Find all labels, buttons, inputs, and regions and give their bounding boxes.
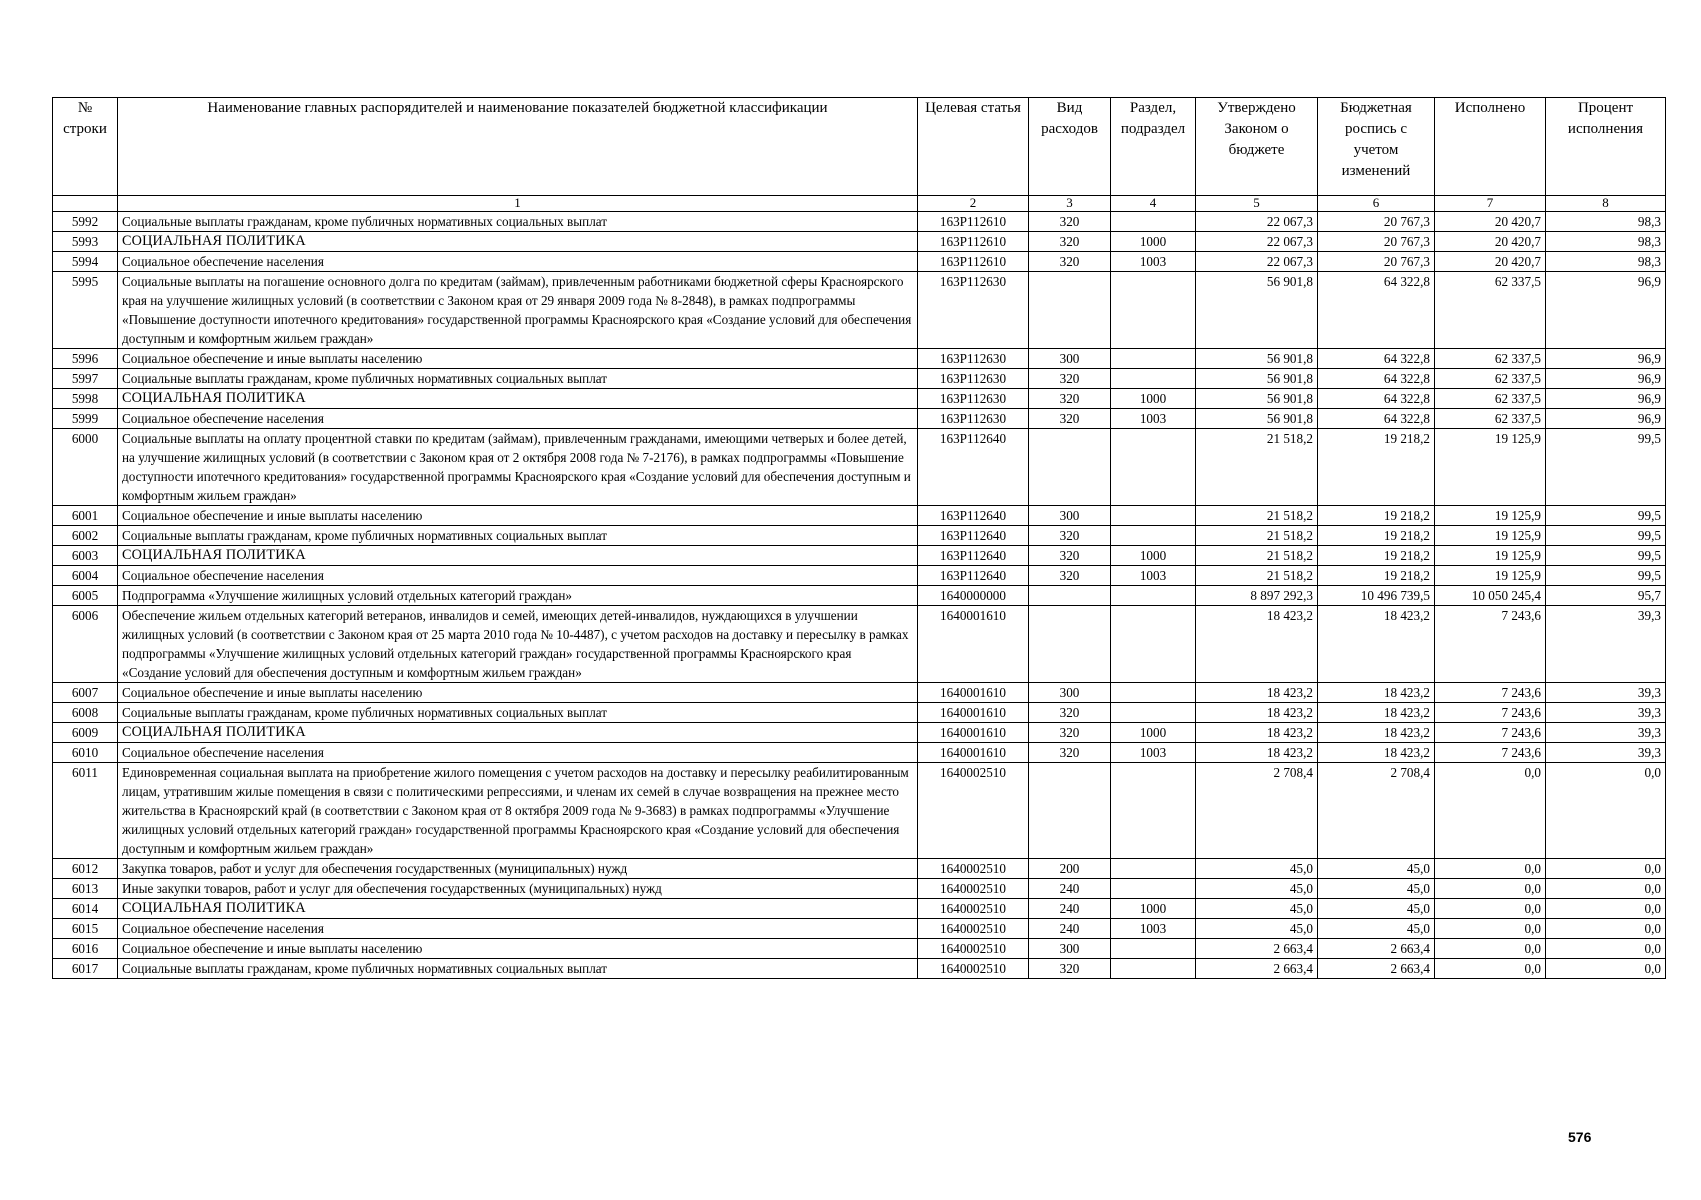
- approved-amount-cell: 45,0: [1196, 899, 1318, 919]
- header-schedule: Бюджетная роспись с учетом изменений: [1318, 98, 1435, 196]
- budget-schedule-cell: 2 663,4: [1318, 959, 1435, 979]
- percent-cell: 39,3: [1546, 683, 1666, 703]
- percent-cell: 0,0: [1546, 859, 1666, 879]
- executed-amount-cell: 0,0: [1435, 763, 1546, 859]
- expense-kind-cell: 320: [1029, 232, 1111, 252]
- column-number: 4: [1111, 196, 1196, 212]
- executed-amount-cell: 62 337,5: [1435, 409, 1546, 429]
- column-number: 3: [1029, 196, 1111, 212]
- row-number-cell: 6000: [53, 429, 118, 506]
- budget-schedule-cell: 2 708,4: [1318, 763, 1435, 859]
- budget-schedule-cell: 19 218,2: [1318, 526, 1435, 546]
- executed-amount-cell: 19 125,9: [1435, 566, 1546, 586]
- row-number-cell: 5994: [53, 252, 118, 272]
- approved-amount-cell: 18 423,2: [1196, 606, 1318, 683]
- approved-amount-cell: 8 897 292,3: [1196, 586, 1318, 606]
- column-number: 8: [1546, 196, 1666, 212]
- approved-amount-cell: 56 901,8: [1196, 389, 1318, 409]
- percent-cell: 98,3: [1546, 252, 1666, 272]
- budget-schedule-cell: 45,0: [1318, 899, 1435, 919]
- row-number-cell: 6014: [53, 899, 118, 919]
- target-article-cell: 163P112630: [918, 349, 1029, 369]
- executed-amount-cell: 20 420,7: [1435, 252, 1546, 272]
- row-name-cell: Социальные выплаты гражданам, кроме публичных нормативных социальных выплат: [118, 369, 918, 389]
- target-article-cell: 163P112640: [918, 526, 1029, 546]
- expense-kind-cell: 200: [1029, 859, 1111, 879]
- table-row: [53, 506, 1666, 526]
- table-row: [53, 586, 1666, 606]
- row-name-cell: Социальные выплаты на погашение основного долга по кредитам (займам), привлеченным работниками бюджетной сферы Красноярского края на улучшение жилищных условий (в соответствии с Законом края от 29 января 2009 года № 8-2848), в рамках подпрограммы «Повышение доступности ипотечного кредитования» государственной программы Красноярского края «Создание условий для обеспечения доступным и комфортным жильем граждан»: [118, 272, 918, 349]
- row-name-cell: Социальные выплаты гражданам, кроме публичных нормативных социальных выплат: [118, 212, 918, 232]
- expense-kind-cell: 320: [1029, 409, 1111, 429]
- row-number-cell: 5996: [53, 349, 118, 369]
- row-number-cell: 6011: [53, 763, 118, 859]
- expense-kind-cell: 320: [1029, 743, 1111, 763]
- executed-amount-cell: 62 337,5: [1435, 389, 1546, 409]
- table-row: [53, 429, 1666, 506]
- budget-schedule-cell: 2 663,4: [1318, 939, 1435, 959]
- table-row: [53, 272, 1666, 349]
- section-cell: 1000: [1111, 232, 1196, 252]
- executed-amount-cell: 62 337,5: [1435, 369, 1546, 389]
- table-row: [53, 409, 1666, 429]
- row-name-cell: Социальные выплаты гражданам, кроме публичных нормативных социальных выплат: [118, 959, 918, 979]
- approved-amount-cell: 56 901,8: [1196, 409, 1318, 429]
- target-article-cell: 1640002510: [918, 939, 1029, 959]
- row-name-cell: Социальное обеспечение и иные выплаты населению: [118, 939, 918, 959]
- budget-schedule-cell: 45,0: [1318, 859, 1435, 879]
- executed-amount-cell: 19 125,9: [1435, 526, 1546, 546]
- approved-amount-cell: 22 067,3: [1196, 212, 1318, 232]
- executed-amount-cell: 10 050 245,4: [1435, 586, 1546, 606]
- section-cell: [1111, 606, 1196, 683]
- table-row: [53, 232, 1666, 252]
- section-cell: [1111, 349, 1196, 369]
- target-article-cell: 163P112640: [918, 546, 1029, 566]
- table-row: [53, 859, 1666, 879]
- expense-kind-cell: 320: [1029, 959, 1111, 979]
- executed-amount-cell: 0,0: [1435, 939, 1546, 959]
- approved-amount-cell: 18 423,2: [1196, 703, 1318, 723]
- row-number-cell: 6007: [53, 683, 118, 703]
- percent-cell: 0,0: [1546, 879, 1666, 899]
- table-row: [53, 369, 1666, 389]
- row-number-cell: 6016: [53, 939, 118, 959]
- approved-amount-cell: 45,0: [1196, 859, 1318, 879]
- percent-cell: 0,0: [1546, 763, 1666, 859]
- section-cell: [1111, 959, 1196, 979]
- table-row: [53, 212, 1666, 232]
- row-number-cell: 6010: [53, 743, 118, 763]
- percent-cell: 99,5: [1546, 566, 1666, 586]
- percent-cell: 0,0: [1546, 959, 1666, 979]
- row-number-cell: 6002: [53, 526, 118, 546]
- percent-cell: 96,9: [1546, 369, 1666, 389]
- row-name-cell: Социальные выплаты на оплату процентной ставки по кредитам (займам), привлеченным гражданами, имеющими четверых и более детей, на улучшение жилищных условий (в соответствии с Законом края от 2 октября 2008 года № 7-2176), в рамках подпрограммы «Повышение доступности ипотечного кредитования» государственной программы Красноярского края «Создание условий для обеспечения доступным и комфортным жильем граждан»: [118, 429, 918, 506]
- row-name-cell: СОЦИАЛЬНАЯ ПОЛИТИКА: [118, 546, 918, 566]
- target-article-cell: 163P112630: [918, 272, 1029, 349]
- budget-schedule-cell: 18 423,2: [1318, 723, 1435, 743]
- page-number: 576: [1568, 1129, 1592, 1145]
- budget-schedule-cell: 18 423,2: [1318, 743, 1435, 763]
- executed-amount-cell: 0,0: [1435, 859, 1546, 879]
- approved-amount-cell: 56 901,8: [1196, 272, 1318, 349]
- section-cell: [1111, 506, 1196, 526]
- expense-kind-cell: 320: [1029, 369, 1111, 389]
- percent-cell: 99,5: [1546, 526, 1666, 546]
- budget-schedule-cell: 18 423,2: [1318, 703, 1435, 723]
- header-section: Раздел, подраздел: [1111, 98, 1196, 196]
- executed-amount-cell: 7 243,6: [1435, 606, 1546, 683]
- row-name-cell: Закупка товаров, работ и услуг для обеспечения государственных (муниципальных) нужд: [118, 859, 918, 879]
- section-cell: [1111, 526, 1196, 546]
- percent-cell: 39,3: [1546, 606, 1666, 683]
- executed-amount-cell: 7 243,6: [1435, 743, 1546, 763]
- table-row: [53, 703, 1666, 723]
- budget-sheet: [52, 97, 1665, 979]
- table-row: [53, 959, 1666, 979]
- executed-amount-cell: 7 243,6: [1435, 703, 1546, 723]
- header-executed: Исполнено: [1435, 98, 1546, 196]
- expense-kind-cell: [1029, 763, 1111, 859]
- executed-amount-cell: 19 125,9: [1435, 546, 1546, 566]
- target-article-cell: 1640002510: [918, 879, 1029, 899]
- approved-amount-cell: 2 708,4: [1196, 763, 1318, 859]
- row-number-cell: 6009: [53, 723, 118, 743]
- approved-amount-cell: 18 423,2: [1196, 683, 1318, 703]
- budget-schedule-cell: 45,0: [1318, 879, 1435, 899]
- executed-amount-cell: 0,0: [1435, 899, 1546, 919]
- approved-amount-cell: 22 067,3: [1196, 232, 1318, 252]
- table-row: [53, 252, 1666, 272]
- target-article-cell: 1640001610: [918, 743, 1029, 763]
- row-number-cell: 5992: [53, 212, 118, 232]
- percent-cell: 96,9: [1546, 272, 1666, 349]
- target-article-cell: 1640002510: [918, 859, 1029, 879]
- expense-kind-cell: 320: [1029, 389, 1111, 409]
- executed-amount-cell: 19 125,9: [1435, 506, 1546, 526]
- row-name-cell: Социальное обеспечение населения: [118, 252, 918, 272]
- row-name-cell: Социальное обеспечение и иные выплаты населению: [118, 349, 918, 369]
- section-cell: [1111, 212, 1196, 232]
- row-number-cell: 5998: [53, 389, 118, 409]
- table-row: [53, 723, 1666, 743]
- executed-amount-cell: 7 243,6: [1435, 683, 1546, 703]
- row-number-cell: 6005: [53, 586, 118, 606]
- budget-table: [52, 97, 1666, 979]
- table-row: [53, 763, 1666, 859]
- percent-cell: 98,3: [1546, 212, 1666, 232]
- row-name-cell: Социальное обеспечение населения: [118, 566, 918, 586]
- row-number-cell: 6008: [53, 703, 118, 723]
- table-row: [53, 389, 1666, 409]
- header-name: Наименование главных распорядителей и наименование показателей бюджетной классификации: [118, 98, 918, 196]
- expense-kind-cell: [1029, 272, 1111, 349]
- table-row: [53, 939, 1666, 959]
- percent-cell: 99,5: [1546, 429, 1666, 506]
- target-article-cell: 1640002510: [918, 919, 1029, 939]
- budget-schedule-cell: 19 218,2: [1318, 546, 1435, 566]
- table-row: [53, 546, 1666, 566]
- section-cell: [1111, 586, 1196, 606]
- expense-kind-cell: 240: [1029, 919, 1111, 939]
- budget-schedule-cell: 20 767,3: [1318, 232, 1435, 252]
- target-article-cell: 1640001610: [918, 606, 1029, 683]
- table-row: [53, 919, 1666, 939]
- section-cell: 1000: [1111, 723, 1196, 743]
- row-name-cell: Подпрограмма «Улучшение жилищных условий отдельных категорий граждан»: [118, 586, 918, 606]
- column-number-row: [53, 196, 1666, 212]
- approved-amount-cell: 21 518,2: [1196, 506, 1318, 526]
- approved-amount-cell: 21 518,2: [1196, 546, 1318, 566]
- budget-schedule-cell: 20 767,3: [1318, 212, 1435, 232]
- header-row: [53, 98, 1666, 196]
- expense-kind-cell: [1029, 586, 1111, 606]
- budget-schedule-cell: 64 322,8: [1318, 272, 1435, 349]
- section-cell: 1003: [1111, 566, 1196, 586]
- row-number-cell: 6017: [53, 959, 118, 979]
- section-cell: 1000: [1111, 389, 1196, 409]
- percent-cell: 0,0: [1546, 919, 1666, 939]
- target-article-cell: 1640001610: [918, 683, 1029, 703]
- row-name-cell: Социальное обеспечение населения: [118, 409, 918, 429]
- percent-cell: 98,3: [1546, 232, 1666, 252]
- column-number: 1: [118, 196, 918, 212]
- section-cell: 1000: [1111, 899, 1196, 919]
- percent-cell: 39,3: [1546, 743, 1666, 763]
- budget-schedule-cell: 64 322,8: [1318, 369, 1435, 389]
- approved-amount-cell: 22 067,3: [1196, 252, 1318, 272]
- expense-kind-cell: 320: [1029, 566, 1111, 586]
- section-cell: [1111, 272, 1196, 349]
- column-number: 7: [1435, 196, 1546, 212]
- expense-kind-cell: 300: [1029, 349, 1111, 369]
- section-cell: 1003: [1111, 919, 1196, 939]
- row-name-cell: Обеспечение жильем отдельных категорий ветеранов, инвалидов и семей, имеющих детей-инвалидов, нуждающихся в улучшении жилищных условий (в соответствии с Законом края от 25 марта 2010 года № 10-4487), с учетом расходов на доставку и пересылку в рамках подпрограммы «Улучшение жилищных условий отдельных категорий граждан» государственной программы Красноярского края «Создание условий для обеспечения доступным и комфортным жильем граждан»: [118, 606, 918, 683]
- executed-amount-cell: 62 337,5: [1435, 272, 1546, 349]
- row-name-cell: Социальное обеспечение и иные выплаты населению: [118, 506, 918, 526]
- target-article-cell: 1640002510: [918, 899, 1029, 919]
- row-name-cell: СОЦИАЛЬНАЯ ПОЛИТИКА: [118, 232, 918, 252]
- target-article-cell: 163P112630: [918, 409, 1029, 429]
- expense-kind-cell: 300: [1029, 506, 1111, 526]
- row-number-cell: 6013: [53, 879, 118, 899]
- approved-amount-cell: 2 663,4: [1196, 959, 1318, 979]
- header-target: Целевая статья: [918, 98, 1029, 196]
- table-row: [53, 349, 1666, 369]
- approved-amount-cell: 45,0: [1196, 879, 1318, 899]
- section-cell: [1111, 429, 1196, 506]
- expense-kind-cell: 320: [1029, 546, 1111, 566]
- row-number-cell: 5993: [53, 232, 118, 252]
- row-name-cell: Единовременная социальная выплата на приобретение жилого помещения с учетом расходов на доставку и пересылку реабилитированным лицам, утратившим жилые помещения в связи с политическими репрессиями, и членам их семей в случае возвращения на прежнее место жительства в Красноярский край (в соответствии с Законом края от 8 октября 2009 года № 9-3683) в рамках подпрограммы «Улучшение жилищных условий отдельных категорий граждан» государственной программы Красноярского края «Создание условий для обеспечения доступным и комфортным жильем граждан»: [118, 763, 918, 859]
- section-cell: [1111, 859, 1196, 879]
- approved-amount-cell: 21 518,2: [1196, 526, 1318, 546]
- approved-amount-cell: 21 518,2: [1196, 566, 1318, 586]
- section-cell: [1111, 939, 1196, 959]
- budget-schedule-cell: 10 496 739,5: [1318, 586, 1435, 606]
- percent-cell: 99,5: [1546, 506, 1666, 526]
- section-cell: [1111, 879, 1196, 899]
- percent-cell: 96,9: [1546, 389, 1666, 409]
- row-number-cell: 6012: [53, 859, 118, 879]
- budget-schedule-cell: 64 322,8: [1318, 409, 1435, 429]
- section-cell: [1111, 703, 1196, 723]
- row-name-cell: Социальные выплаты гражданам, кроме публичных нормативных социальных выплат: [118, 703, 918, 723]
- expense-kind-cell: 320: [1029, 252, 1111, 272]
- budget-schedule-cell: 19 218,2: [1318, 506, 1435, 526]
- approved-amount-cell: 21 518,2: [1196, 429, 1318, 506]
- target-article-cell: 1640001610: [918, 723, 1029, 743]
- budget-schedule-cell: 64 322,8: [1318, 349, 1435, 369]
- percent-cell: 99,5: [1546, 546, 1666, 566]
- column-number: 2: [918, 196, 1029, 212]
- expense-kind-cell: 300: [1029, 683, 1111, 703]
- row-name-cell: СОЦИАЛЬНАЯ ПОЛИТИКА: [118, 899, 918, 919]
- approved-amount-cell: 18 423,2: [1196, 723, 1318, 743]
- table-row: [53, 743, 1666, 763]
- percent-cell: 39,3: [1546, 703, 1666, 723]
- row-number-cell: 6004: [53, 566, 118, 586]
- row-number-cell: 5999: [53, 409, 118, 429]
- expense-kind-cell: 320: [1029, 703, 1111, 723]
- expense-kind-cell: 320: [1029, 526, 1111, 546]
- executed-amount-cell: 19 125,9: [1435, 429, 1546, 506]
- header-percent: Процент исполнения: [1546, 98, 1666, 196]
- target-article-cell: 1640002510: [918, 763, 1029, 859]
- executed-amount-cell: 0,0: [1435, 919, 1546, 939]
- column-number: 6: [1318, 196, 1435, 212]
- section-cell: 1003: [1111, 743, 1196, 763]
- approved-amount-cell: 2 663,4: [1196, 939, 1318, 959]
- approved-amount-cell: 18 423,2: [1196, 743, 1318, 763]
- section-cell: 1003: [1111, 252, 1196, 272]
- target-article-cell: 163P112610: [918, 212, 1029, 232]
- table-row: [53, 899, 1666, 919]
- column-number: 5: [1196, 196, 1318, 212]
- table-row: [53, 879, 1666, 899]
- target-article-cell: 1640002510: [918, 959, 1029, 979]
- target-article-cell: 1640001610: [918, 703, 1029, 723]
- row-name-cell: СОЦИАЛЬНАЯ ПОЛИТИКА: [118, 389, 918, 409]
- target-article-cell: 1640000000: [918, 586, 1029, 606]
- budget-schedule-cell: 18 423,2: [1318, 606, 1435, 683]
- budget-schedule-cell: 64 322,8: [1318, 389, 1435, 409]
- row-number-cell: 6001: [53, 506, 118, 526]
- expense-kind-cell: 240: [1029, 899, 1111, 919]
- row-name-cell: СОЦИАЛЬНАЯ ПОЛИТИКА: [118, 723, 918, 743]
- section-cell: [1111, 763, 1196, 859]
- row-name-cell: Социальные выплаты гражданам, кроме публичных нормативных социальных выплат: [118, 526, 918, 546]
- budget-schedule-cell: 18 423,2: [1318, 683, 1435, 703]
- expense-kind-cell: [1029, 606, 1111, 683]
- approved-amount-cell: 56 901,8: [1196, 369, 1318, 389]
- header-row-no: № строки: [53, 98, 118, 196]
- column-number: [53, 196, 118, 212]
- row-name-cell: Социальное обеспечение и иные выплаты населению: [118, 683, 918, 703]
- table-row: [53, 566, 1666, 586]
- row-number-cell: 6003: [53, 546, 118, 566]
- row-name-cell: Социальное обеспечение населения: [118, 743, 918, 763]
- header-kind: Вид расходов: [1029, 98, 1111, 196]
- row-number-cell: 6006: [53, 606, 118, 683]
- budget-schedule-cell: 45,0: [1318, 919, 1435, 939]
- budget-schedule-cell: 19 218,2: [1318, 429, 1435, 506]
- expense-kind-cell: 320: [1029, 212, 1111, 232]
- budget-schedule-cell: 19 218,2: [1318, 566, 1435, 586]
- percent-cell: 96,9: [1546, 349, 1666, 369]
- target-article-cell: 163P112610: [918, 232, 1029, 252]
- table-row: [53, 683, 1666, 703]
- section-cell: 1003: [1111, 409, 1196, 429]
- expense-kind-cell: 320: [1029, 723, 1111, 743]
- budget-schedule-cell: 20 767,3: [1318, 252, 1435, 272]
- percent-cell: 96,9: [1546, 409, 1666, 429]
- row-name-cell: Иные закупки товаров, работ и услуг для обеспечения государственных (муниципальных) нужд: [118, 879, 918, 899]
- percent-cell: 95,7: [1546, 586, 1666, 606]
- row-name-cell: Социальное обеспечение населения: [118, 919, 918, 939]
- target-article-cell: 163P112610: [918, 252, 1029, 272]
- percent-cell: 0,0: [1546, 939, 1666, 959]
- percent-cell: 39,3: [1546, 723, 1666, 743]
- section-cell: [1111, 369, 1196, 389]
- target-article-cell: 163P112630: [918, 389, 1029, 409]
- table-row: [53, 606, 1666, 683]
- executed-amount-cell: 20 420,7: [1435, 232, 1546, 252]
- executed-amount-cell: 7 243,6: [1435, 723, 1546, 743]
- approved-amount-cell: 45,0: [1196, 919, 1318, 939]
- expense-kind-cell: [1029, 429, 1111, 506]
- table-row: [53, 526, 1666, 546]
- executed-amount-cell: 0,0: [1435, 879, 1546, 899]
- row-number-cell: 6015: [53, 919, 118, 939]
- executed-amount-cell: 0,0: [1435, 959, 1546, 979]
- target-article-cell: 163P112640: [918, 506, 1029, 526]
- executed-amount-cell: 62 337,5: [1435, 349, 1546, 369]
- row-number-cell: 5995: [53, 272, 118, 349]
- header-approved: Утверждено Законом о бюджете: [1196, 98, 1318, 196]
- target-article-cell: 163P112630: [918, 369, 1029, 389]
- target-article-cell: 163P112640: [918, 566, 1029, 586]
- table-body: [53, 212, 1666, 979]
- approved-amount-cell: 56 901,8: [1196, 349, 1318, 369]
- expense-kind-cell: 300: [1029, 939, 1111, 959]
- executed-amount-cell: 20 420,7: [1435, 212, 1546, 232]
- percent-cell: 0,0: [1546, 899, 1666, 919]
- expense-kind-cell: 240: [1029, 879, 1111, 899]
- section-cell: [1111, 683, 1196, 703]
- target-article-cell: 163P112640: [918, 429, 1029, 506]
- row-number-cell: 5997: [53, 369, 118, 389]
- section-cell: 1000: [1111, 546, 1196, 566]
